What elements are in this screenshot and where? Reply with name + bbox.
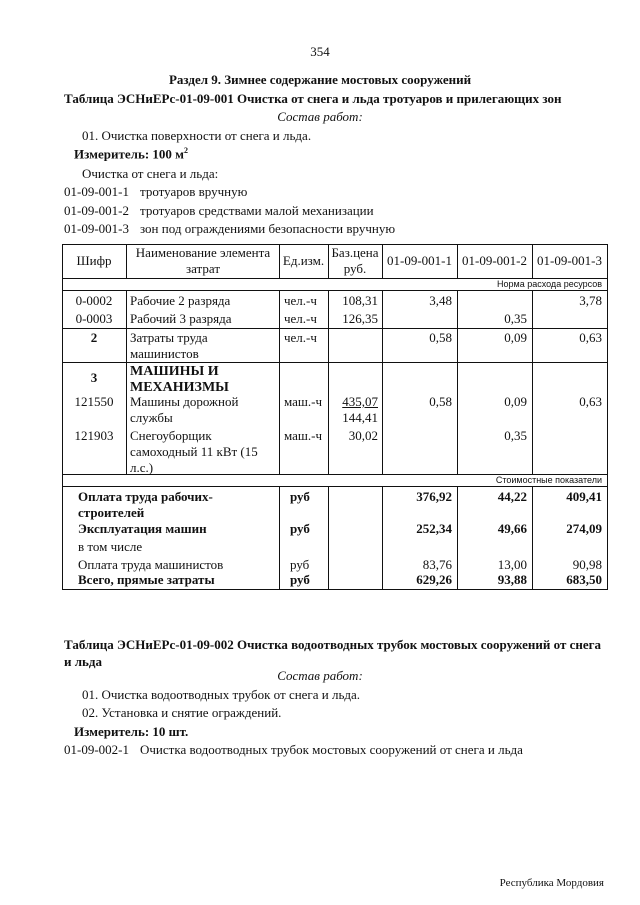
header-code: Шифр (76, 253, 112, 268)
row-code: 0-0003 (75, 311, 113, 326)
cost-indicators-label: Стоимостные показатели (495, 475, 602, 485)
header-col2: 01-09-001-2 (462, 253, 527, 268)
table2-work-item-1: 01. Очистка водоотводных трубок от снега и льда. (82, 687, 361, 702)
row-value-3: 0,63 (579, 330, 602, 345)
table1-work-item: 01. Очистка поверхности от снега и льда. (82, 128, 312, 143)
header-col1: 01-09-001-1 (387, 253, 452, 268)
row-price: 126,35 (342, 311, 378, 326)
resource-table (62, 244, 608, 590)
cost-row-unit: руб (290, 489, 310, 504)
header-unit: Ед.изм. (282, 253, 325, 268)
code-item-3: 01-09-001-3 (64, 221, 129, 236)
cost-row-value-1: 252,34 (416, 521, 452, 536)
cost-row-value-2: 44,22 (497, 489, 527, 504)
table2-code-item: 01-09-002-1 (64, 742, 129, 757)
row-value-2: 0,35 (504, 428, 527, 443)
row-value-2: 0,35 (504, 311, 527, 326)
cost-row-value-3: 683,50 (566, 572, 602, 587)
cost-row-name: Оплата труда машинистов (78, 557, 224, 572)
row-value-2: 0,09 (504, 330, 527, 345)
table2-work-item-2: 02. Установка и снятие ограждений. (82, 705, 282, 720)
cost-row-name: Всего, прямые затраты (78, 572, 215, 587)
code-desc-2: тротуаров средствами малой механизации (140, 203, 374, 218)
header-col3: 01-09-001-3 (537, 253, 602, 268)
section-title: Раздел 9. Зимнее содержание мостовых сооружений (168, 72, 472, 87)
cost-row-value-1: 629,26 (416, 572, 452, 587)
row-price-secondary: 144,41 (342, 410, 378, 425)
code-desc-1: тротуаров вручную (140, 184, 248, 199)
cost-row-name: в том числе (78, 539, 143, 554)
cost-row-unit: руб (290, 557, 310, 572)
cost-row-unit: руб (290, 572, 310, 587)
code-item-1: 01-09-001-1 (64, 184, 129, 199)
row-value-1: 0,58 (429, 394, 452, 409)
resource-norm-label: Норма расхода ресурсов (497, 279, 602, 289)
cost-row-value-3: 409,41 (566, 489, 602, 504)
row-code: 121903 (74, 428, 114, 443)
code-item-2: 01-09-001-2 (64, 203, 129, 218)
cost-row-name: Эксплуатация машин (78, 521, 207, 536)
row-unit: маш.-ч (284, 428, 323, 443)
footer-region: Республика Мордовия (499, 877, 604, 889)
row-unit: чел.-ч (284, 311, 317, 326)
table2-composition-heading: Состав работ: (277, 668, 363, 683)
cost-row-value-3: 274,09 (566, 521, 602, 536)
row-code: 3 (90, 370, 98, 385)
row-name: Рабочие 2 разряда (130, 293, 231, 308)
row-name: МАШИНЫ И МЕХАНИЗМЫ (130, 364, 229, 395)
row-value-2: 0,09 (504, 394, 527, 409)
header-base-price: Баз.цена руб. (331, 245, 379, 276)
table2-code-desc: Очистка водоотводных трубок мостовых сооружений от снега и льда (140, 742, 523, 757)
row-name: Рабочий 3 разряда (130, 311, 232, 326)
row-unit: чел.-ч (284, 330, 317, 345)
table1-title: Таблица ЭСНиЕРс-01-09-001 Очистка от снега и льда тротуаров и прилегающих зон (64, 91, 562, 106)
cost-row-value-1: 83,76 (422, 557, 452, 572)
page-number: 354 (310, 44, 330, 59)
cost-row-unit: руб (290, 521, 310, 536)
code-desc-3: зон под ограждениями безопасности вручную (140, 221, 396, 236)
cost-row-name: Оплата труда рабочих-строителей (78, 489, 213, 520)
row-code: 121550 (74, 394, 114, 409)
cost-row-value-2: 49,66 (497, 521, 527, 536)
table2-meter: Измеритель: 10 шт. (74, 724, 189, 739)
row-value-3: 0,63 (579, 394, 602, 409)
cost-row-value-2: 13,00 (497, 557, 527, 572)
row-code: 0-0002 (75, 293, 113, 308)
table1-composition-heading: Состав работ: (277, 109, 363, 124)
row-price: 435,07 (342, 394, 378, 409)
table1-meter: Измеритель: 100 $м^2$ (74, 146, 189, 162)
row-name: Машины дорожной службы (130, 394, 239, 425)
row-value-1: 0,58 (429, 330, 452, 345)
row-price: 30,02 (348, 428, 378, 443)
table2-title: Таблица ЭСНиЕРс-01-09-002 Очистка водоотводных трубок мостовых сооружений от снега и льда (64, 637, 602, 669)
row-code: 2 (90, 330, 98, 345)
header-name: Наименование элемента затрат (135, 245, 271, 276)
row-name: Затраты труда машинистов (130, 330, 208, 361)
row-value-3: 3,78 (579, 293, 602, 308)
cost-row-value-1: 376,92 (416, 489, 452, 504)
row-value-1: 3,48 (429, 293, 452, 308)
row-unit: чел.-ч (284, 293, 317, 308)
row-unit: маш.-ч (284, 394, 323, 409)
row-price: 108,31 (342, 293, 378, 308)
cost-row-value-3: 90,98 (572, 557, 602, 572)
cost-row-value-2: 93,88 (497, 572, 527, 587)
table1-cleaning-intro: Очистка от снега и льда: (82, 166, 219, 181)
row-name: Снегоуборщик самоходный 11 кВт (15 л.с.) (130, 428, 258, 475)
